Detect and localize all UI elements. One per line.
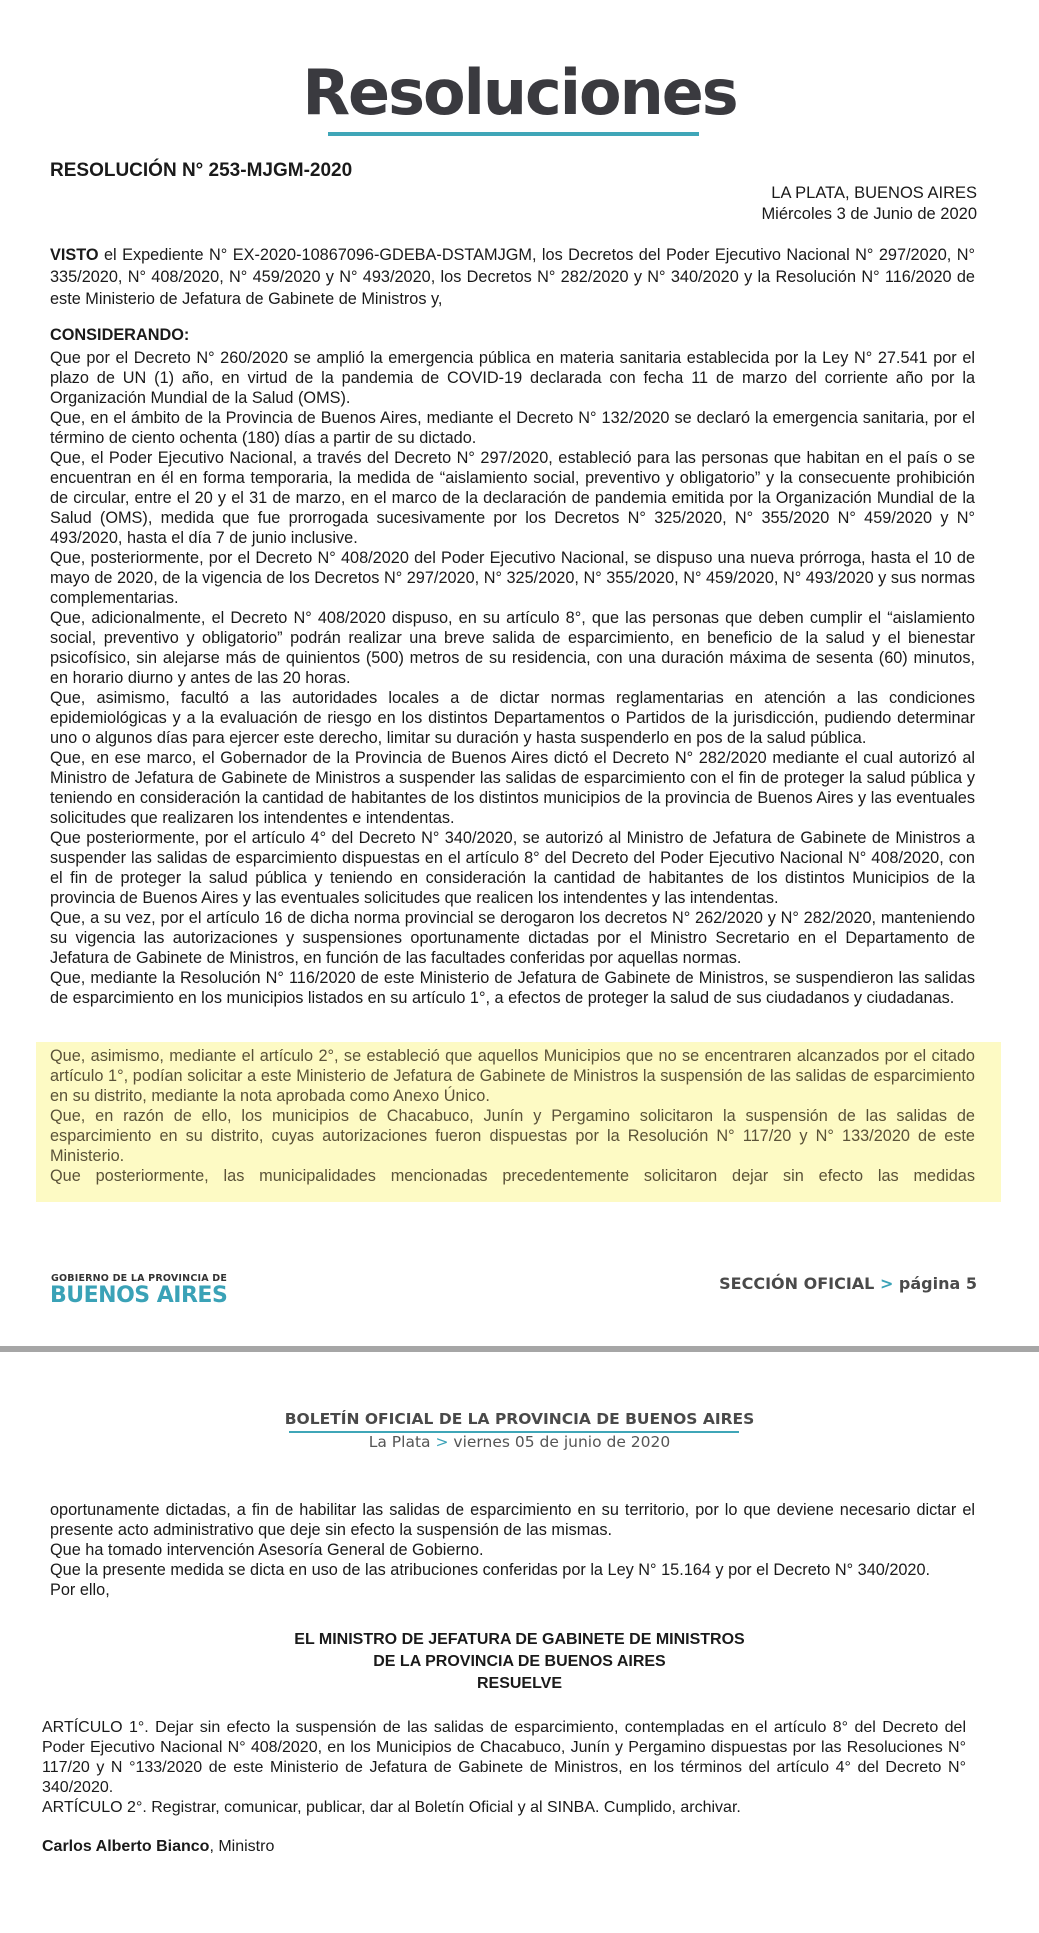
section-label: SECCIÓN OFICIAL [719,1274,875,1293]
articles [42,1718,966,1818]
page-number: página 5 [898,1274,977,1293]
considerando-paragraph: Que, posteriormente, por el Decreto N° 408/2020 del Poder Ejecutivo Nacional, se dispuso una nueva prórroga, hasta el 10 de mayo de 2020, de la vigencia de los Decretos N° 297/2020, N° 325/2020, N° 355/2020, N° 459/2020, N° 493/2020 y sus normas complementarias. [50,549,975,607]
date: Miércoles 3 de Junio de 2020 [761,205,977,223]
highlighted-paragraphs [50,1046,975,1186]
continuation-body [50,1500,975,1600]
visto-paragraph [50,244,975,310]
page-divider [0,1346,1039,1352]
highlighted-paragraph: Que, asimismo, mediante el artículo 2°, se estableció que aquellos Municipios que no se encentraren alcanzados por el citado artículo 1°, podían solicitar a este Ministerio de Jefatura de Gabinete de Ministros la suspensión de las salidas de esparcimiento en su distrito, mediante la nota aprobada como Anexo Único. [50,1047,975,1105]
visto-label: VISTO [50,246,99,264]
bulletin-title: BOLETÍN OFICIAL DE LA PROVINCIA DE BUENOS AIRES [284,1410,755,1428]
place: LA PLATA, BUENOS AIRES [771,184,977,202]
signature-name: Carlos Alberto Bianco [42,1838,210,1855]
place-date-block [761,183,977,225]
considerando-paragraph: Que, el Poder Ejecutivo Nacional, a través del Decreto N° 297/2020, estableció para las personas que habitan en el país o se encuentran en él en forma temporaria, la medida de “aislamiento social, preventivo y obligatorio” y la consecuente prohibición de circular, entre el 20 y el 31 de marzo, en el marco de la declaración de pandemia emitida por la Organización Mundial de la Salud (OMS), medida que fue prorrogada sucesivamente por los Decretos N° 325/2020, N° 355/2020 N° 459/2020 y N° 493/2020, hasta el día 7 de junio inclusive. [50,449,975,547]
resolve-heading-line: RESUELVE [476,1675,563,1692]
highlighted-paragraph: Que, en razón de ello, los municipios de Chacabuco, Junín y Pergamino solicitaron la suspensión de las salidas de esparcimiento en su distrito, cuyas autorizaciones fueron dispuestas por la Resolución N° 117/20 y N° 133/2020 de este Ministerio. [50,1107,975,1165]
chevron-right-icon: > [879,1274,894,1293]
highlighted-paragraph: Que posteriormente, las municipalidades mencionadas precedentemente solicitaron dejar sin efecto las medidas [50,1167,975,1185]
considerando-paragraph: Que, mediante la Resolución N° 116/2020 de este Ministerio de Jefatura de Gabinete de Ministros, se suspendieron las salidas de esparcimiento en los municipios listados en su artículo 1°, a efectos de proteger la salud de sus ciudadanos y ciudadanas. [50,969,975,1007]
continuation-paragraph: oportunamente dictadas, a fin de habilitar las salidas de esparcimiento en su territorio, por lo que deviene necesario dictar el presente acto administrativo que deje sin efecto la suspensión de las mismas. [50,1501,975,1539]
considerando-paragraph: Que, adicionalmente, el Decreto N° 408/2020 dispuso, en su artículo 8°, que las personas que deben cumplir el “aislamiento social, preventivo y obligatorio” podrán realizar una breve salida de esparcimiento, en beneficio de la salud y el bienestar psicofísico, sin alejarse más de quinientos (500) metros de su residencia, con una duración máxima de sesenta (60) minutos, en horario diurno y antes de las 20 horas. [50,609,975,687]
considerando-paragraph: Que, asimismo, facultó a las autoridades locales a de dictar normas reglamentarias en atención a las condiciones epidemiológicas y a la evaluación de riesgo en los distintos Departamentos o Partidos de la jurisdicción, pudiendo determinar uno o algunos días para ejercer este derecho, limitar su duración y hasta suspenderlo en pos de la salud pública. [50,689,975,747]
bulletin-date-line [0,1433,1039,1451]
chevron-right-icon: > [435,1433,449,1451]
considerando-paragraph: Que posteriormente, por el artículo 4° del Decreto N° 340/2020, se autorizó al Ministro de Jefatura de Gabinete de Ministros a suspender las salidas de esparcimiento dispuestas en el artículo 8° del Decreto del Poder Ejecutivo Nacional N° 408/2020, con el fin de proteger la salud pública y teniendo en consideración la cantidad de habitantes de los distintos Municipios de la provincia de Buenos Aires y las eventuales solicitudes que realicen los intendentes y las intendentas. [50,829,975,907]
continuation-paragraph: Por ello, [50,1581,110,1599]
article: ARTÍCULO 2°. Registrar, comunicar, publicar, dar al Boletín Oficial y al SINBA. Cumplido, archivar. [42,1799,741,1816]
gov-logo: BUENOS AIRES [50,1283,228,1308]
considerando-heading: CONSIDERANDO: [50,326,190,344]
page-title: Resoluciones [302,56,737,129]
resolve-heading [0,1629,1039,1695]
resolve-heading-line: DE LA PROVINCIA DE BUENOS AIRES [373,1653,666,1670]
gov-logo-small-text: GOBIERNO DE LA PROVINCIA DE [51,1273,228,1284]
signature [42,1838,274,1856]
article: ARTÍCULO 1°. Dejar sin efecto la suspensión de las salidas de esparcimiento, contempladas en el artículo 8° del Decreto del Poder Ejecutivo Nacional N° 408/2020, en los Municipios de Chacabuco, Junín y Pergamino dispuestas por las Resoluciones N° 117/20 y N °133/2020 de este Ministerio de Jefatura de Gabinete de Ministros, en los términos del artículo 4° del Decreto N° 340/2020. [42,1719,966,1796]
considerando-paragraph: Que, en ese marco, el Gobernador de la Provincia de Buenos Aires dictó el Decreto N° 282/2020 mediante el cual autorizó al Ministro de Jefatura de Gabinete de Ministros a suspender las salidas de esparcimiento con el fin de proteger la salud pública y teniendo en consideración la cantidad de habitantes de los distintos municipios de la provincia de Buenos Aires y las eventuales solicitudes que realizaren los intendentes e intendentas. [50,749,975,827]
continuation-paragraph: Que ha tomado intervención Asesoría General de Gobierno. [50,1541,484,1559]
signature-role: , Ministro [209,1838,275,1855]
resolution-number: RESOLUCIÓN N° 253-MJGM-2020 [50,160,353,181]
visto-text: el Expediente N° EX-2020-10867096-GDEBA-DSTAMJGM, los Decretos del Poder Ejecutivo Nacional N° 297/2020, N° 335/2020, N° 408/2020, N° 459/2020 y N° 493/2020, los Decretos N° 282/2020 y N° 340/2020 y la Resolución N° 116/2020 de este Ministerio de Jefatura de Gabinete de Ministros y, [50,246,975,308]
considerando-body [50,348,975,1008]
considerando-paragraph: Que por el Decreto N° 260/2020 se amplió la emergencia pública en materia sanitaria establecida por la Ley N° 27.541 por el plazo de UN (1) año, en virtud de la pandemia de COVID-19 declarada con fecha 11 de marzo del corriente año por la Organización Mundial de la Salud (OMS). [50,349,975,407]
bulletin-city: La Plata [368,1433,431,1451]
title-underline [328,132,699,136]
resolve-heading-line: EL MINISTRO DE JEFATURA DE GABINETE DE MINISTROS [294,1631,745,1648]
page-footer-section [719,1274,977,1293]
considerando-paragraph: Que, en el ámbito de la Provincia de Buenos Aires, mediante el Decreto N° 132/2020 se declaró la emergencia sanitaria, por el término de ciento ochenta (180) días a partir de su dictado. [50,409,975,447]
continuation-paragraph: Que la presente medida se dicta en uso de las atribuciones conferidas por la Ley N° 15.164 y por el Decreto N° 340/2020. [50,1561,931,1579]
considerando-paragraph: Que, a su vez, por el artículo 16 de dicha norma provincial se derogaron los decretos N° 262/2020 y N° 282/2020, manteniendo su vigencia las autorizaciones y suspensiones oportunamente dictadas por el Ministro Secretario en el Departamento de Jefatura de Gabinete de Ministros, en función de las facultades conferidas por aquellas normas. [50,909,975,967]
bulletin-date: viernes 05 de junio de 2020 [453,1433,671,1451]
